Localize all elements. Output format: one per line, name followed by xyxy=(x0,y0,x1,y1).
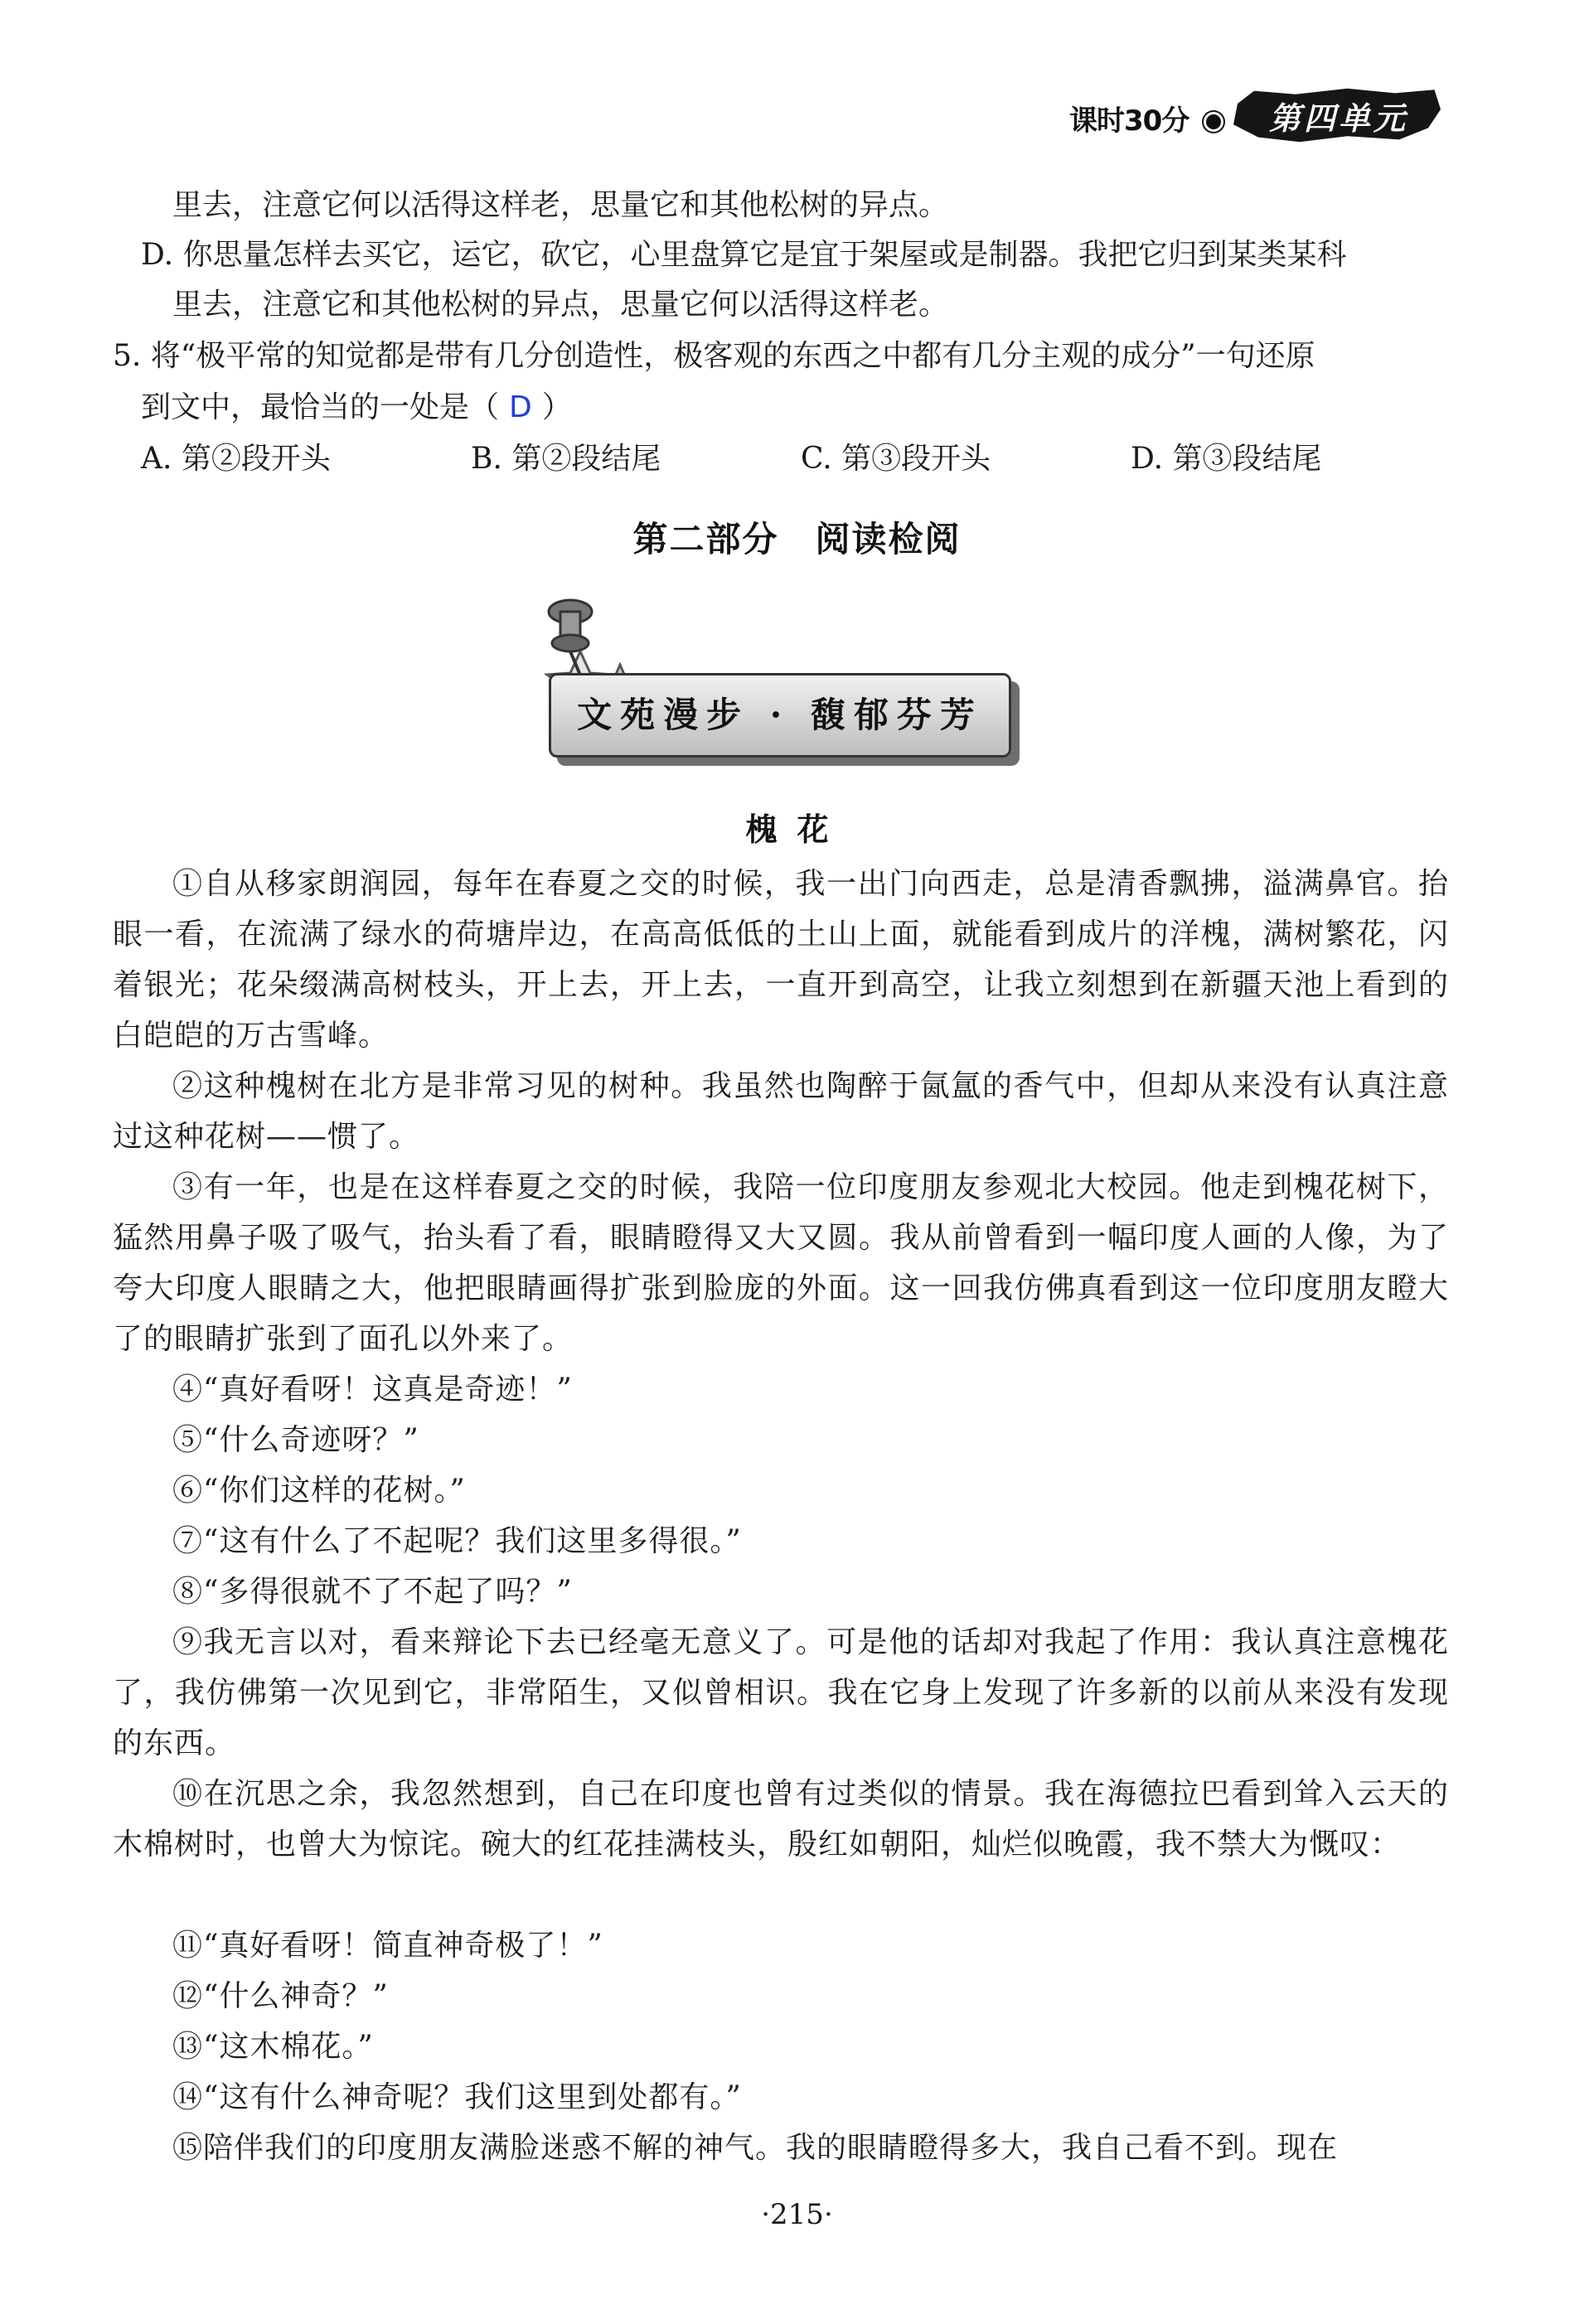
q5-option-b: B. 第②段结尾 xyxy=(471,442,661,476)
q5-option-c: C. 第③段开头 xyxy=(801,442,991,476)
question-5-close: ） xyxy=(541,390,572,424)
banner-title: 文苑漫步 · 馥郁芬芳 xyxy=(577,695,983,735)
page-number: ·215· xyxy=(761,2198,833,2231)
paragraph-12: ⑫“什么神奇？” xyxy=(172,1979,389,2013)
paragraph-13: ⑬“这木棉花。” xyxy=(172,2030,374,2064)
article-title: 槐花 xyxy=(745,811,849,848)
option-d-line2: 里去，注意它和其他松树的异点，思量它何以活得这样老。 xyxy=(172,288,949,322)
q5-option-a: A. 第②段开头 xyxy=(141,442,331,476)
paragraph-3: ③有一年，也是在这样春夏之交的时候，我陪一位印度朋友参观北大校园。他走到槐花树下，猛然用鼻子吸了吸气，抬头看了看，眼睛瞪得又大又圆。我从前曾看到一幅印度人画的人像，为了夸大印度人眼睛之大，他把眼睛画得扩张到脸庞的外面。这一回我仿佛真看到这一位印度朋友瞪大了的眼睛扩张到了面孔以外来了。 xyxy=(113,1170,1449,1356)
paragraph-11: ⑪“真好看呀！简直神奇极了！” xyxy=(172,1929,603,1963)
option-c-tail: 里去，注意它何以活得这样老，思量它和其他松树的异点。 xyxy=(172,188,949,222)
question-5-answer: D xyxy=(509,390,532,424)
paragraph-2: ②这种槐树在北方是非常习见的树种。我虽然也陶醉于氤氲的香气中，但却从来没有认真注意过这种花树——惯了。 xyxy=(113,1069,1449,1154)
question-5-line2 xyxy=(141,383,572,433)
question-5-prompt: 到文中，最恰当的一处是（ xyxy=(141,390,500,424)
paragraph-8: ⑧“多得很就不了不起了吗？” xyxy=(172,1575,573,1609)
paragraph-1: ①自从移家朗润园，每年在春夏之交的时候，我一出门向西走，总是清香飘拂，溢满鼻官。抬眼一看，在流满了绿水的荷塘岸边，在高高低低的土山上面，就能看到成片的洋槐，满树繁花，闪着银光；花朵缀满高树枝头，开上去，开上去，一直开到高空，让我立刻想到在新疆天池上看到的白皑皑的万古雪峰。 xyxy=(113,867,1449,1053)
q5-option-d: D. 第③段结尾 xyxy=(1131,442,1322,476)
paragraph-6: ⑥“你们这样的花树。” xyxy=(172,1474,466,1508)
option-d-line1: D. 你思量怎样去买它，运它，砍它，心里盘算它是宜于架屋或是制器。我把它归到某类某科 xyxy=(141,238,1347,272)
paragraph-4: ④“真好看呀！这真是奇迹！” xyxy=(172,1373,573,1407)
paragraph-5: ⑤“什么奇迹呀？” xyxy=(172,1423,419,1457)
section-title: 第二部分 阅读检阅 xyxy=(632,519,962,559)
paragraph-9: ⑨我无言以对，看来辩论下去已经毫无意义了。可是他的话却对我起了作用：我认真注意槐花了，我仿佛第一次见到它，非常陌生，又似曾相识。我在它身上发现了许多新的以前从来没有发现的东西。 xyxy=(113,1625,1449,1760)
header-unit: 第四单元 xyxy=(1268,99,1408,137)
header-dot-icon xyxy=(1204,112,1223,132)
paragraph-10: ⑩在沉思之余，我忽然想到，自己在印度也曾有过类似的情景。我在海德拉巴看到耸入云天的木棉树时，也曾大为惊诧。碗大的红花挂满枝头，殷红如朝阳，灿烂似晚霞，我不禁大为慨叹： xyxy=(113,1777,1449,1862)
paragraph-7: ⑦“这有什么了不起呢？我们这里多得很。” xyxy=(172,1524,742,1558)
paragraph-15: ⑮陪伴我们的印度朋友满脸迷惑不解的神气。我的眼睛瞪得多大，我自己看不到。现在 xyxy=(172,2131,1339,2165)
question-5-line1: 5. 将“极平常的知觉都是带有几分创造性，极客观的东西之中都有几分主观的成分”一句还原 xyxy=(113,339,1315,373)
paragraph-14: ⑭“这有什么神奇呢？我们这里到处都有。” xyxy=(172,2080,742,2114)
header-label: 课时30分 xyxy=(1069,104,1189,138)
